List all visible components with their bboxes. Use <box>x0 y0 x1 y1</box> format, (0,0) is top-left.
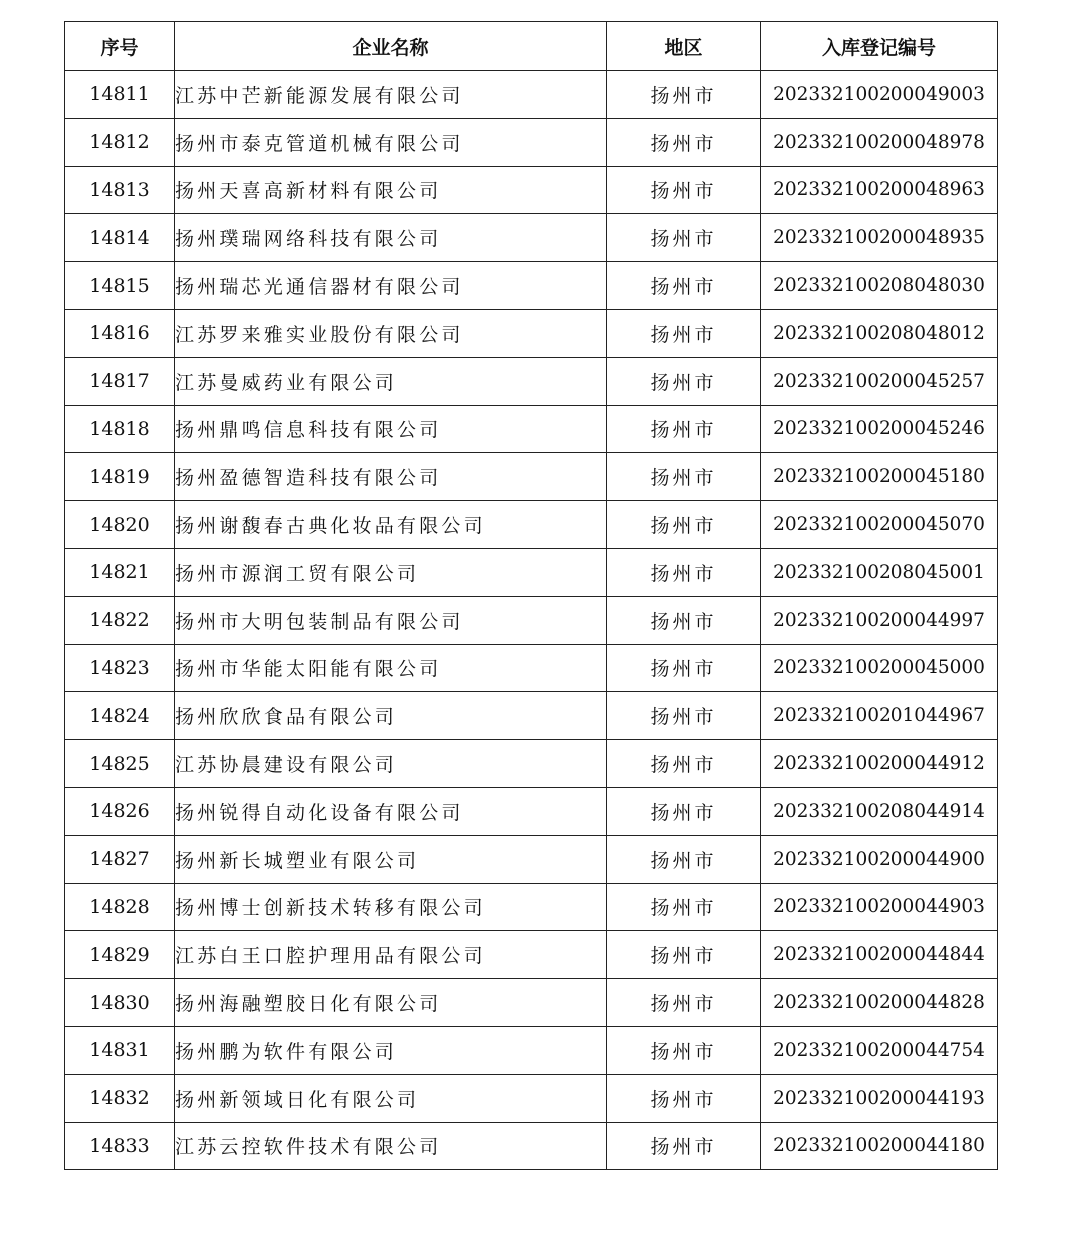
registration-number-cell: 202332100208045001 <box>761 548 998 596</box>
company-name-cell: 扬州欣欣食品有限公司 <box>175 692 607 740</box>
table-header-row <box>65 22 998 71</box>
table-row <box>65 596 998 644</box>
row-index-cell: 14830 <box>65 979 175 1027</box>
column-header-index: 序号 <box>65 22 175 71</box>
region-cell: 扬州市 <box>607 262 761 310</box>
table-row <box>65 740 998 788</box>
company-name-cell: 扬州博士创新技术转移有限公司 <box>175 883 607 931</box>
region-cell: 扬州市 <box>607 1074 761 1122</box>
row-index-cell: 14813 <box>65 166 175 214</box>
company-name-cell: 扬州鹏为软件有限公司 <box>175 1026 607 1074</box>
company-name-cell: 江苏白王口腔护理用品有限公司 <box>175 931 607 979</box>
table-row <box>65 787 998 835</box>
company-name-cell: 扬州市源润工贸有限公司 <box>175 548 607 596</box>
table-row <box>65 166 998 214</box>
row-index-cell: 14832 <box>65 1074 175 1122</box>
company-name-cell: 扬州盈德智造科技有限公司 <box>175 453 607 501</box>
row-index-cell: 14826 <box>65 787 175 835</box>
registration-number-cell: 202332100200044828 <box>761 979 998 1027</box>
company-name-cell: 江苏中芒新能源发展有限公司 <box>175 71 607 119</box>
registration-number-cell: 202332100200044912 <box>761 740 998 788</box>
row-index-cell: 14814 <box>65 214 175 262</box>
column-header-registration: 入库登记编号 <box>761 22 998 71</box>
company-name-cell: 扬州鼎鸣信息科技有限公司 <box>175 405 607 453</box>
region-cell: 扬州市 <box>607 644 761 692</box>
enterprise-registry-table <box>64 21 998 1170</box>
table-row <box>65 357 998 405</box>
table-row <box>65 644 998 692</box>
row-index-cell: 14817 <box>65 357 175 405</box>
table-row <box>65 548 998 596</box>
company-name-cell: 江苏云控软件技术有限公司 <box>175 1122 607 1170</box>
company-name-cell: 江苏曼威药业有限公司 <box>175 357 607 405</box>
table-row <box>65 931 998 979</box>
company-name-cell: 江苏罗来雅实业股份有限公司 <box>175 309 607 357</box>
row-index-cell: 14824 <box>65 692 175 740</box>
row-index-cell: 14820 <box>65 501 175 549</box>
row-index-cell: 14831 <box>65 1026 175 1074</box>
company-name-cell: 江苏协晨建设有限公司 <box>175 740 607 788</box>
company-name-cell: 扬州市泰克管道机械有限公司 <box>175 118 607 166</box>
table-row <box>65 883 998 931</box>
region-cell: 扬州市 <box>607 692 761 740</box>
registration-number-cell: 202332100200044754 <box>761 1026 998 1074</box>
registration-number-cell: 202332100200045070 <box>761 501 998 549</box>
registration-number-cell: 202332100200045180 <box>761 453 998 501</box>
registration-number-cell: 202332100201044967 <box>761 692 998 740</box>
company-name-cell: 扬州锐得自动化设备有限公司 <box>175 787 607 835</box>
table-row <box>65 405 998 453</box>
row-index-cell: 14812 <box>65 118 175 166</box>
table-row <box>65 1122 998 1170</box>
table-row <box>65 1074 998 1122</box>
row-index-cell: 14819 <box>65 453 175 501</box>
region-cell: 扬州市 <box>607 931 761 979</box>
table-row <box>65 835 998 883</box>
registration-number-cell: 202332100200044997 <box>761 596 998 644</box>
region-cell: 扬州市 <box>607 357 761 405</box>
registration-number-cell: 202332100208048012 <box>761 309 998 357</box>
region-cell: 扬州市 <box>607 883 761 931</box>
table-row <box>65 309 998 357</box>
registration-number-cell: 202332100208048030 <box>761 262 998 310</box>
registration-number-cell: 202332100200049003 <box>761 71 998 119</box>
registration-number-cell: 202332100200044193 <box>761 1074 998 1122</box>
row-index-cell: 14815 <box>65 262 175 310</box>
row-index-cell: 14828 <box>65 883 175 931</box>
company-name-cell: 扬州天喜高新材料有限公司 <box>175 166 607 214</box>
registration-number-cell: 202332100200045000 <box>761 644 998 692</box>
region-cell: 扬州市 <box>607 787 761 835</box>
table-row <box>65 118 998 166</box>
registration-number-cell: 202332100200048978 <box>761 118 998 166</box>
region-cell: 扬州市 <box>607 166 761 214</box>
registration-number-cell: 202332100200045257 <box>761 357 998 405</box>
registration-number-cell: 202332100200045246 <box>761 405 998 453</box>
region-cell: 扬州市 <box>607 835 761 883</box>
column-header-region: 地区 <box>607 22 761 71</box>
region-cell: 扬州市 <box>607 740 761 788</box>
region-cell: 扬州市 <box>607 979 761 1027</box>
row-index-cell: 14827 <box>65 835 175 883</box>
registration-number-cell: 202332100200048935 <box>761 214 998 262</box>
region-cell: 扬州市 <box>607 1026 761 1074</box>
table-row <box>65 692 998 740</box>
company-name-cell: 扬州瑞芯光通信器材有限公司 <box>175 262 607 310</box>
registration-number-cell: 202332100200044844 <box>761 931 998 979</box>
registration-number-cell: 202332100200048963 <box>761 166 998 214</box>
company-name-cell: 扬州璞瑞网络科技有限公司 <box>175 214 607 262</box>
region-cell: 扬州市 <box>607 71 761 119</box>
region-cell: 扬州市 <box>607 501 761 549</box>
row-index-cell: 14833 <box>65 1122 175 1170</box>
table-row <box>65 501 998 549</box>
company-name-cell: 扬州新长城塑业有限公司 <box>175 835 607 883</box>
registration-number-cell: 202332100200044180 <box>761 1122 998 1170</box>
registration-number-cell: 202332100200044903 <box>761 883 998 931</box>
region-cell: 扬州市 <box>607 453 761 501</box>
company-name-cell: 扬州市大明包装制品有限公司 <box>175 596 607 644</box>
table-row <box>65 979 998 1027</box>
row-index-cell: 14829 <box>65 931 175 979</box>
row-index-cell: 14816 <box>65 309 175 357</box>
table-row <box>65 262 998 310</box>
table-body <box>65 71 998 1170</box>
region-cell: 扬州市 <box>607 309 761 357</box>
company-name-cell: 扬州海融塑胶日化有限公司 <box>175 979 607 1027</box>
registration-number-cell: 202332100208044914 <box>761 787 998 835</box>
row-index-cell: 14811 <box>65 71 175 119</box>
row-index-cell: 14822 <box>65 596 175 644</box>
table-row <box>65 214 998 262</box>
region-cell: 扬州市 <box>607 118 761 166</box>
row-index-cell: 14821 <box>65 548 175 596</box>
row-index-cell: 14825 <box>65 740 175 788</box>
row-index-cell: 14818 <box>65 405 175 453</box>
table-row <box>65 71 998 119</box>
company-name-cell: 扬州谢馥春古典化妆品有限公司 <box>175 501 607 549</box>
column-header-company: 企业名称 <box>175 22 607 71</box>
table-row <box>65 1026 998 1074</box>
region-cell: 扬州市 <box>607 548 761 596</box>
region-cell: 扬州市 <box>607 596 761 644</box>
company-name-cell: 扬州市华能太阳能有限公司 <box>175 644 607 692</box>
company-name-cell: 扬州新领域日化有限公司 <box>175 1074 607 1122</box>
row-index-cell: 14823 <box>65 644 175 692</box>
registration-number-cell: 202332100200044900 <box>761 835 998 883</box>
region-cell: 扬州市 <box>607 405 761 453</box>
region-cell: 扬州市 <box>607 214 761 262</box>
table-row <box>65 453 998 501</box>
region-cell: 扬州市 <box>607 1122 761 1170</box>
